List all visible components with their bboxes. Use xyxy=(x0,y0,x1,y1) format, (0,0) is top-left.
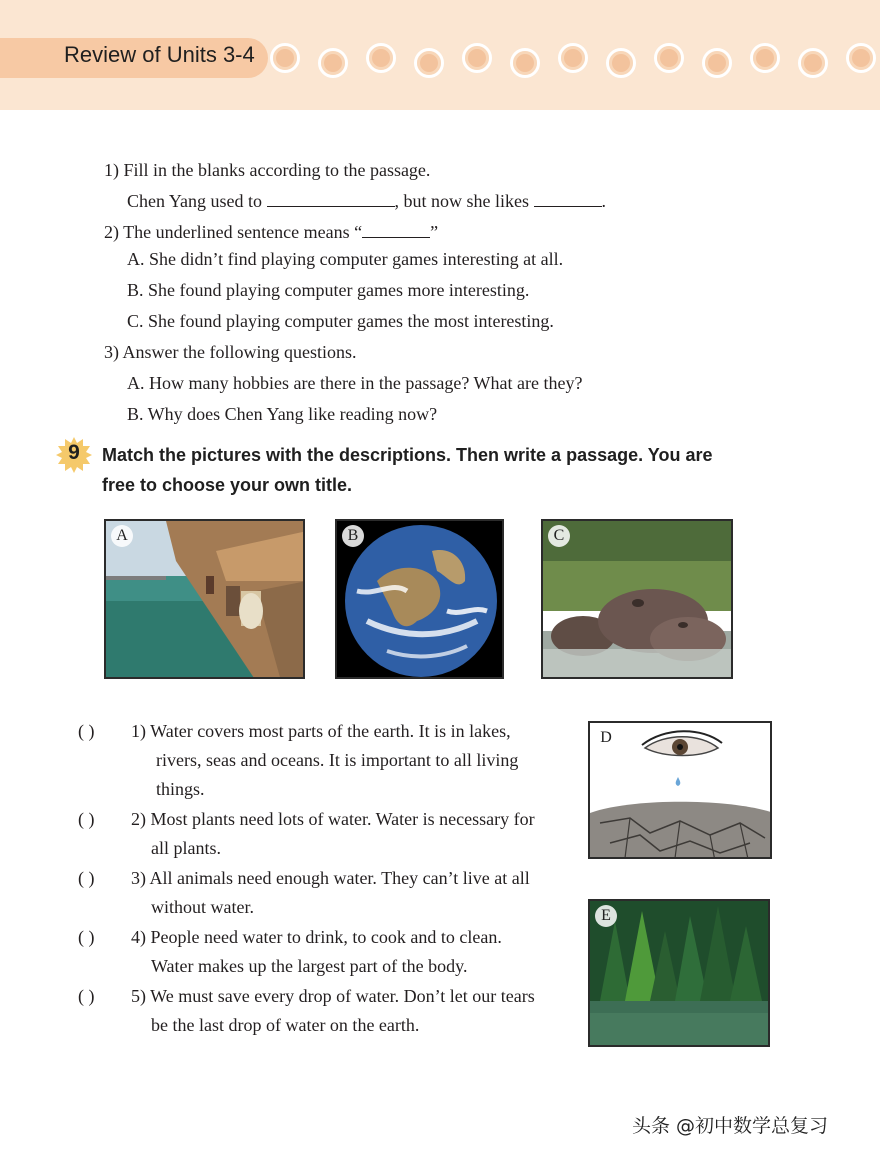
q1-before: Chen Yang used to xyxy=(127,191,263,211)
question-1: 1) Fill in the blanks according to the passage. xyxy=(104,160,431,180)
task-number: 9 xyxy=(68,441,80,464)
match-paren-3[interactable]: ( ) xyxy=(78,868,95,888)
picture-b-earth xyxy=(335,519,504,679)
q1-mid: , but now she likes xyxy=(394,191,530,211)
blank-1[interactable] xyxy=(267,193,395,207)
picture-e-label: E xyxy=(595,905,617,927)
match-item-1-line-2: rivers, seas and oceans. It is important to all living xyxy=(156,750,519,770)
match-paren-2[interactable]: ( ) xyxy=(78,809,95,829)
match-item-4-line-1: 4) People need water to drink, to cook and to clean. xyxy=(131,927,502,947)
match-item-1-line-1: 1) Water covers most parts of the earth. It is in lakes, xyxy=(131,721,511,741)
q2-option-b: B. She found playing computer games more interesting. xyxy=(127,280,530,300)
match-paren-1[interactable]: ( ) xyxy=(78,721,95,741)
blank-2[interactable] xyxy=(534,193,602,207)
page-title: Review of Units 3-4 xyxy=(64,42,255,67)
picture-a-river xyxy=(104,519,305,679)
q3-option-a: A. How many hobbies are there in the passage? What are they? xyxy=(127,373,583,393)
question-3: 3) Answer the following questions. xyxy=(104,342,357,362)
match-item-3-line-2: without water. xyxy=(151,897,254,917)
q2-option-a: A. She didn’t find playing computer games interesting at all. xyxy=(127,249,564,269)
match-item-3-line-1: 3) All animals need enough water. They can’t live at all xyxy=(131,868,530,888)
picture-d-eye-dry-land xyxy=(588,721,772,859)
match-item-2-line-2: all plants. xyxy=(151,838,221,858)
match-item-1-line-3: things. xyxy=(156,779,205,799)
match-item-2-line-1: 2) Most plants need lots of water. Water is necessary for xyxy=(131,809,535,829)
q2-end: ” xyxy=(430,222,439,242)
picture-e-forest-lake xyxy=(588,899,770,1047)
match-paren-4[interactable]: ( ) xyxy=(78,927,95,947)
watermark: 头条 @初中数学总复习 xyxy=(632,1115,829,1137)
match-item-5-line-1: 5) We must save every drop of water. Don’t let our tears xyxy=(131,986,535,1006)
task-instruction-line-2: free to choose your own title. xyxy=(102,475,353,495)
question-2 xyxy=(104,222,438,243)
q2-before: 2) The underlined sentence means “ xyxy=(104,222,363,242)
picture-d-label: D xyxy=(595,727,617,749)
task-number-badge xyxy=(56,437,92,473)
blank-3[interactable] xyxy=(362,224,430,238)
q1-end: . xyxy=(601,191,607,211)
match-item-5-line-2: be the last drop of water on the earth. xyxy=(151,1015,420,1035)
match-paren-5[interactable]: ( ) xyxy=(78,986,95,1006)
q2-option-c: C. She found playing computer games the most interesting. xyxy=(127,311,554,331)
q3-option-b: B. Why does Chen Yang like reading now? xyxy=(127,404,438,424)
picture-b-label: B xyxy=(342,525,364,547)
picture-a-label: A xyxy=(111,525,133,547)
question-1-blanks xyxy=(127,191,606,212)
match-item-4-line-2: Water makes up the largest part of the body. xyxy=(151,956,468,976)
picture-c-hippos xyxy=(541,519,733,679)
task-instruction-line-1: Match the pictures with the descriptions. Then write a passage. You are xyxy=(102,445,713,465)
picture-c-label: C xyxy=(548,525,570,547)
